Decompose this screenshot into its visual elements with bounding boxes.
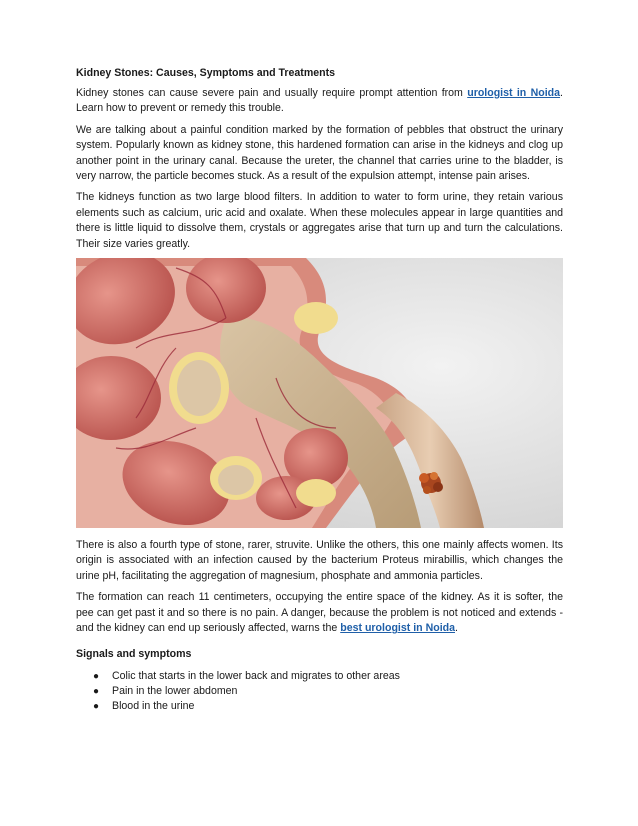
- formation-text-end: .: [455, 622, 458, 635]
- signals-heading: Signals and symptoms: [76, 647, 192, 660]
- intro-text: Kidney stones can cause severe pain and usually require prompt attention from: [76, 87, 468, 99]
- bullet-icon: ●: [93, 670, 100, 682]
- symptom-text: Pain in the lower abdomen: [112, 684, 238, 697]
- symptom-text: Colic that starts in the lower back and migrates to other areas: [112, 669, 400, 682]
- best-urologist-link[interactable]: best urologist in Noida: [340, 622, 456, 635]
- paragraph-kidney-function: The kidneys function as two large blood filters. In addition to water to form urine, they retain various elements such as calcium, uric acid and oxalate. When these molecules appear in large quantities and there is little liquid to dissolve them, crystals or aggregates arise that turn up and turn the calculations. Their size varies greatly.: [76, 191, 563, 250]
- paragraph-condition: We are talking about a painful condition marked by the formation of pebbles that obstruct the urinary system. Popularly known as kidney stone, this hardened formation can arise in the kidneys and clog up another point in the urinary canal. Because the ureter, the channel that carries urine to the bladder, is very narrow, the particle becomes stuck. As a result of the expulsion attempt, intense pain arises.: [76, 123, 563, 183]
- bullet-icon: ●: [93, 685, 100, 697]
- bullet-icon: ●: [93, 700, 100, 712]
- intro-paragraph: [76, 86, 563, 117]
- list-item: [76, 684, 563, 699]
- paragraph-struvite: There is also a fourth type of stone, rarer, struvite. Unlike the others, this one mainly affects women. Its origin is associated with an infection caused by the bacterium Proteus mirabillis, which changes the urine pH, facilitating the aggregation of magnesium, phosphate and ammonia particles.: [76, 539, 563, 582]
- document-page: [76, 66, 563, 714]
- kidney-illustration: [76, 258, 563, 528]
- symptom-text: Blood in the urine: [112, 699, 195, 712]
- intro-text-end: . Learn how to prevent or remedy this trouble.: [76, 87, 563, 115]
- urologist-link[interactable]: urologist in Noida: [467, 87, 561, 99]
- symptoms-list: [76, 669, 563, 714]
- list-item: [76, 669, 563, 684]
- list-item: [76, 699, 563, 714]
- formation-text: The formation can reach 11 centimeters, occupying the entire space of the kidney. As it is softer, the pee can get past it and so there is no pain. A danger, because the problem is not noticed and extends - and the kidney can end up seriously affected, warns the: [76, 591, 563, 635]
- document-title: Kidney Stones: Causes, Symptoms and Treatments: [76, 67, 336, 79]
- paragraph-formation: [76, 590, 563, 636]
